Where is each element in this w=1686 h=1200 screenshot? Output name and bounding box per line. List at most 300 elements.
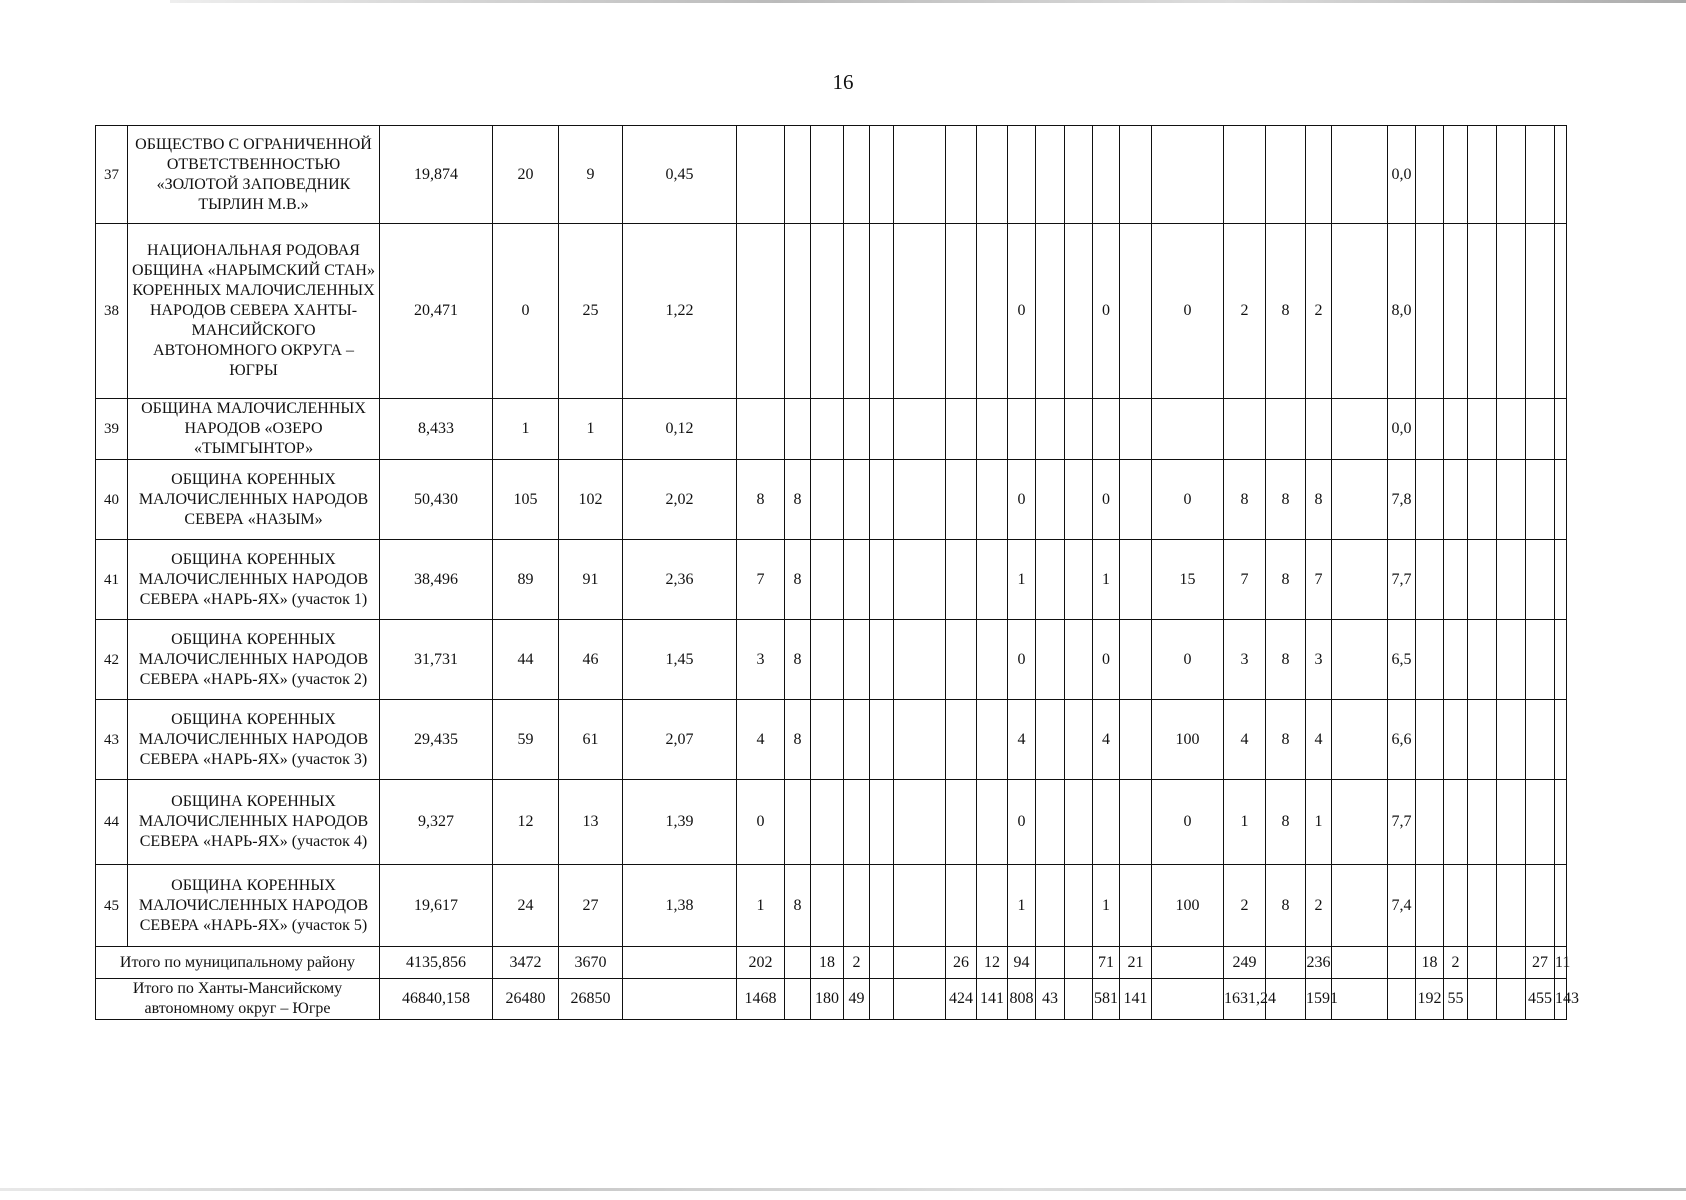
total-cell: 180 bbox=[811, 979, 844, 1020]
table-cell bbox=[1416, 540, 1444, 620]
table-cell bbox=[1526, 780, 1555, 865]
table-cell bbox=[1332, 126, 1388, 224]
organization-name: ОБЩЕСТВО С ОГРАНИЧЕННОЙ ОТВЕТСТВЕННОСТЬЮ «ЗОЛОТОЙ ЗАПОВЕДНИК ТЫРЛИН М.В.» bbox=[128, 126, 380, 224]
table-cell bbox=[894, 780, 946, 865]
table-row bbox=[96, 224, 1567, 399]
table-cell bbox=[1444, 865, 1468, 947]
total-cell: 26850 bbox=[559, 979, 623, 1020]
total-cell: 141 bbox=[977, 979, 1008, 1020]
table-cell: 0 bbox=[1152, 224, 1224, 399]
table-cell: 0,12 bbox=[623, 399, 737, 460]
table-cell bbox=[870, 780, 894, 865]
table-cell bbox=[1065, 620, 1093, 700]
table-cell bbox=[1036, 224, 1065, 399]
table-cell bbox=[1497, 540, 1526, 620]
table-cell: 102 bbox=[559, 460, 623, 540]
total-cell bbox=[623, 947, 737, 979]
table-cell bbox=[1065, 399, 1093, 460]
table-cell: 3 bbox=[1306, 620, 1332, 700]
table-cell bbox=[946, 865, 977, 947]
table-cell: 4 bbox=[737, 700, 785, 780]
table-cell: 0 bbox=[1152, 780, 1224, 865]
total-cell bbox=[1497, 947, 1526, 979]
table-cell bbox=[1555, 460, 1567, 540]
table-cell: 1,22 bbox=[623, 224, 737, 399]
total-cell: 55 bbox=[1444, 979, 1468, 1020]
scan-edge-top bbox=[170, 0, 1686, 3]
table-cell bbox=[894, 700, 946, 780]
table-cell: 8 bbox=[1266, 700, 1306, 780]
table-cell: 1 bbox=[1224, 780, 1266, 865]
total-cell bbox=[870, 979, 894, 1020]
table-cell bbox=[870, 540, 894, 620]
organization-name: ОБЩИНА КОРЕННЫХ МАЛОЧИСЛЕННЫХ НАРОДОВ СЕВЕРА «НАЗЫМ» bbox=[128, 460, 380, 540]
table-cell: 4 bbox=[1306, 700, 1332, 780]
table-cell: 2,07 bbox=[623, 700, 737, 780]
table-cell: 7,7 bbox=[1388, 540, 1416, 620]
table-cell: 1 bbox=[1008, 865, 1036, 947]
total-row bbox=[96, 979, 1567, 1020]
total-cell bbox=[1332, 979, 1388, 1020]
table-row bbox=[96, 460, 1567, 540]
total-cell: 1631,24 bbox=[1224, 979, 1266, 1020]
table-cell bbox=[785, 126, 811, 224]
table-cell bbox=[1468, 460, 1497, 540]
table-cell: 8 bbox=[1266, 865, 1306, 947]
table-cell bbox=[737, 399, 785, 460]
table-cell: 89 bbox=[493, 540, 559, 620]
total-label: Итого по муниципальному району bbox=[96, 947, 380, 979]
table-cell: 8 bbox=[1266, 224, 1306, 399]
table-cell bbox=[977, 540, 1008, 620]
table-cell bbox=[1555, 224, 1567, 399]
table-cell bbox=[946, 780, 977, 865]
total-cell: 26480 bbox=[493, 979, 559, 1020]
table-cell: 100 bbox=[1152, 700, 1224, 780]
table-cell bbox=[811, 780, 844, 865]
table-cell: 2,02 bbox=[623, 460, 737, 540]
table-cell: 4 bbox=[1008, 700, 1036, 780]
table-cell: 8 bbox=[785, 865, 811, 947]
table-cell: 2 bbox=[1306, 865, 1332, 947]
table-cell bbox=[894, 399, 946, 460]
table-cell bbox=[1468, 780, 1497, 865]
table-cell: 9 bbox=[559, 126, 623, 224]
table-cell bbox=[1332, 620, 1388, 700]
organization-name: ОБЩИНА МАЛОЧИСЛЕННЫХ НАРОДОВ «ОЗЕРО «ТЫМГЫНТОР» bbox=[128, 399, 380, 460]
table-cell bbox=[1093, 399, 1120, 460]
table-cell bbox=[1468, 620, 1497, 700]
table-cell bbox=[1444, 126, 1468, 224]
table-cell: 105 bbox=[493, 460, 559, 540]
table-cell: 61 bbox=[559, 700, 623, 780]
table-cell: 0 bbox=[1008, 224, 1036, 399]
table-cell bbox=[894, 620, 946, 700]
table-cell bbox=[870, 224, 894, 399]
table-cell bbox=[1444, 620, 1468, 700]
table-cell bbox=[1526, 126, 1555, 224]
table-cell bbox=[811, 865, 844, 947]
total-cell: 192 bbox=[1416, 979, 1444, 1020]
table-cell bbox=[1468, 540, 1497, 620]
table-row bbox=[96, 620, 1567, 700]
table-cell bbox=[894, 865, 946, 947]
table-cell bbox=[1497, 399, 1526, 460]
table-cell: 0 bbox=[1008, 780, 1036, 865]
table-cell: 4 bbox=[1093, 700, 1120, 780]
total-cell bbox=[1266, 947, 1306, 979]
page-number: 16 bbox=[832, 70, 854, 94]
organization-name: ОБЩИНА КОРЕННЫХ МАЛОЧИСЛЕННЫХ НАРОДОВ СЕВЕРА «НАРЬ-ЯХ» (участок 2) bbox=[128, 620, 380, 700]
table-cell bbox=[1120, 540, 1152, 620]
table-cell bbox=[1555, 865, 1567, 947]
total-cell: 43 bbox=[1036, 979, 1065, 1020]
table-cell: 59 bbox=[493, 700, 559, 780]
table-cell: 8 bbox=[785, 620, 811, 700]
total-cell: 581 bbox=[1093, 979, 1120, 1020]
table-cell bbox=[1555, 780, 1567, 865]
table-row bbox=[96, 865, 1567, 947]
table-cell bbox=[946, 399, 977, 460]
data-table bbox=[95, 125, 1579, 1020]
table-cell bbox=[1306, 126, 1332, 224]
table-cell bbox=[1468, 126, 1497, 224]
table-cell: 0 bbox=[493, 224, 559, 399]
table-row bbox=[96, 700, 1567, 780]
table-cell bbox=[811, 224, 844, 399]
table-cell: 0 bbox=[1093, 620, 1120, 700]
table-cell bbox=[1152, 399, 1224, 460]
table-cell bbox=[870, 620, 894, 700]
table-cell bbox=[894, 126, 946, 224]
total-cell: 12 bbox=[977, 947, 1008, 979]
table-cell bbox=[977, 865, 1008, 947]
table-cell: 8 bbox=[1266, 620, 1306, 700]
table-cell: 2 bbox=[1224, 224, 1266, 399]
table-cell: 6,5 bbox=[1388, 620, 1416, 700]
table-cell bbox=[1468, 399, 1497, 460]
table-cell bbox=[1008, 126, 1036, 224]
total-cell: 2 bbox=[1444, 947, 1468, 979]
table-cell bbox=[844, 540, 870, 620]
row-number: 39 bbox=[96, 399, 128, 460]
total-cell: 424 bbox=[946, 979, 977, 1020]
table-cell: 7 bbox=[1224, 540, 1266, 620]
total-cell: 46840,158 bbox=[380, 979, 493, 1020]
table-cell bbox=[977, 700, 1008, 780]
total-cell bbox=[1388, 947, 1416, 979]
organization-name: ОБЩИНА КОРЕННЫХ МАЛОЧИСЛЕННЫХ НАРОДОВ СЕВЕРА «НАРЬ-ЯХ» (участок 5) bbox=[128, 865, 380, 947]
table-cell: 8 bbox=[785, 540, 811, 620]
table-cell bbox=[737, 126, 785, 224]
table-cell bbox=[977, 780, 1008, 865]
table-cell bbox=[1065, 700, 1093, 780]
table-cell bbox=[1120, 399, 1152, 460]
table-cell bbox=[1036, 780, 1065, 865]
table-cell bbox=[1120, 126, 1152, 224]
total-cell: 94 bbox=[1008, 947, 1036, 979]
table-cell: 0 bbox=[1008, 620, 1036, 700]
table-cell: 1 bbox=[559, 399, 623, 460]
organization-name: ОБЩИНА КОРЕННЫХ МАЛОЧИСЛЕННЫХ НАРОДОВ СЕВЕРА «НАРЬ-ЯХ» (участок 1) bbox=[128, 540, 380, 620]
total-cell bbox=[1388, 979, 1416, 1020]
table-cell bbox=[946, 620, 977, 700]
table-cell bbox=[1093, 780, 1120, 865]
table-cell bbox=[1444, 224, 1468, 399]
table-cell: 8,433 bbox=[380, 399, 493, 460]
row-number: 40 bbox=[96, 460, 128, 540]
table-cell: 24 bbox=[493, 865, 559, 947]
total-cell: 3670 bbox=[559, 947, 623, 979]
total-cell bbox=[1065, 947, 1093, 979]
table-row bbox=[96, 399, 1567, 460]
table-cell: 1 bbox=[1008, 540, 1036, 620]
table-cell: 1 bbox=[493, 399, 559, 460]
row-number: 45 bbox=[96, 865, 128, 947]
total-cell bbox=[623, 979, 737, 1020]
total-cell: 808 bbox=[1008, 979, 1036, 1020]
total-cell bbox=[1152, 947, 1224, 979]
table-cell bbox=[894, 460, 946, 540]
table-cell bbox=[1120, 700, 1152, 780]
table-cell bbox=[811, 399, 844, 460]
table-cell: 9,327 bbox=[380, 780, 493, 865]
table-cell: 1,45 bbox=[623, 620, 737, 700]
total-cell: 141 bbox=[1120, 979, 1152, 1020]
table-cell bbox=[844, 865, 870, 947]
table-cell bbox=[1444, 460, 1468, 540]
table-cell bbox=[1120, 460, 1152, 540]
table-cell bbox=[1444, 399, 1468, 460]
table-row bbox=[96, 540, 1567, 620]
total-cell: 455 bbox=[1526, 979, 1555, 1020]
table-cell bbox=[894, 224, 946, 399]
table-cell bbox=[844, 126, 870, 224]
table-cell bbox=[1468, 865, 1497, 947]
table-cell: 0 bbox=[1152, 460, 1224, 540]
table-cell: 0 bbox=[1093, 460, 1120, 540]
row-number: 41 bbox=[96, 540, 128, 620]
table-cell: 8 bbox=[785, 700, 811, 780]
total-cell: 18 bbox=[811, 947, 844, 979]
table-cell: 2 bbox=[1306, 224, 1332, 399]
table-cell bbox=[785, 224, 811, 399]
table-body bbox=[96, 126, 1579, 1020]
table-cell bbox=[844, 780, 870, 865]
table-cell bbox=[1036, 865, 1065, 947]
table-cell bbox=[1224, 126, 1266, 224]
table-cell bbox=[1555, 399, 1567, 460]
table-cell bbox=[737, 224, 785, 399]
table-cell bbox=[1036, 126, 1065, 224]
table-cell bbox=[1036, 700, 1065, 780]
total-cell bbox=[1152, 979, 1224, 1020]
table-cell: 8 bbox=[737, 460, 785, 540]
table-cell bbox=[844, 399, 870, 460]
table-cell bbox=[1120, 224, 1152, 399]
table-cell bbox=[1416, 224, 1444, 399]
total-cell: 4135,856 bbox=[380, 947, 493, 979]
table-cell bbox=[1093, 126, 1120, 224]
table-cell bbox=[1497, 700, 1526, 780]
table-cell: 4 bbox=[1224, 700, 1266, 780]
table-cell: 0 bbox=[1152, 620, 1224, 700]
table-cell bbox=[1526, 865, 1555, 947]
table-cell bbox=[946, 700, 977, 780]
total-cell bbox=[1497, 979, 1526, 1020]
table-cell bbox=[870, 126, 894, 224]
total-cell: 26 bbox=[946, 947, 977, 979]
table-cell bbox=[977, 224, 1008, 399]
table-cell: 15 bbox=[1152, 540, 1224, 620]
table-cell bbox=[1526, 460, 1555, 540]
total-cell: 18 bbox=[1416, 947, 1444, 979]
total-cell bbox=[894, 979, 946, 1020]
table-cell: 0,0 bbox=[1388, 126, 1416, 224]
table-cell bbox=[870, 865, 894, 947]
table-cell bbox=[1555, 700, 1567, 780]
table-cell: 38,496 bbox=[380, 540, 493, 620]
table-cell bbox=[1444, 540, 1468, 620]
table-cell bbox=[946, 540, 977, 620]
table-cell bbox=[946, 126, 977, 224]
table-cell bbox=[1468, 700, 1497, 780]
table-cell bbox=[1332, 224, 1388, 399]
total-cell bbox=[1065, 979, 1093, 1020]
total-cell: 143 bbox=[1555, 979, 1567, 1020]
table-cell: 0,0 bbox=[1388, 399, 1416, 460]
row-number: 38 bbox=[96, 224, 128, 399]
total-cell bbox=[1468, 979, 1497, 1020]
table-cell bbox=[1224, 399, 1266, 460]
table-cell: 100 bbox=[1152, 865, 1224, 947]
table-cell: 20,471 bbox=[380, 224, 493, 399]
total-cell: 27 bbox=[1526, 947, 1555, 979]
table-cell bbox=[1036, 399, 1065, 460]
total-row bbox=[96, 947, 1567, 979]
table-cell bbox=[844, 224, 870, 399]
table-cell bbox=[1332, 460, 1388, 540]
table-cell bbox=[811, 126, 844, 224]
table-row bbox=[96, 780, 1567, 865]
table-cell bbox=[1497, 224, 1526, 399]
table-cell bbox=[977, 399, 1008, 460]
table-cell bbox=[811, 540, 844, 620]
total-cell bbox=[1468, 947, 1497, 979]
table-cell bbox=[1036, 460, 1065, 540]
total-cell: 1468 bbox=[737, 979, 785, 1020]
table-cell: 7 bbox=[1306, 540, 1332, 620]
table-row bbox=[96, 126, 1567, 224]
table-cell bbox=[1065, 460, 1093, 540]
table-cell: 0,45 bbox=[623, 126, 737, 224]
table-cell bbox=[1266, 126, 1306, 224]
total-cell: 2 bbox=[844, 947, 870, 979]
table-cell bbox=[1497, 126, 1526, 224]
table-cell bbox=[1497, 620, 1526, 700]
table-cell: 3 bbox=[1224, 620, 1266, 700]
row-number: 44 bbox=[96, 780, 128, 865]
total-cell: 49 bbox=[844, 979, 870, 1020]
table-cell bbox=[785, 780, 811, 865]
table-cell bbox=[1444, 780, 1468, 865]
table-cell bbox=[844, 700, 870, 780]
table-cell bbox=[1468, 224, 1497, 399]
table-cell bbox=[1120, 865, 1152, 947]
table-cell: 8 bbox=[785, 460, 811, 540]
table-cell: 31,731 bbox=[380, 620, 493, 700]
total-cell bbox=[785, 979, 811, 1020]
row-number: 42 bbox=[96, 620, 128, 700]
row-number: 43 bbox=[96, 700, 128, 780]
table-cell bbox=[1497, 865, 1526, 947]
table-cell: 7 bbox=[737, 540, 785, 620]
table-cell bbox=[946, 224, 977, 399]
table-cell bbox=[844, 620, 870, 700]
table-cell bbox=[870, 399, 894, 460]
total-cell: 1591 bbox=[1306, 979, 1332, 1020]
table-cell bbox=[1152, 126, 1224, 224]
table-cell bbox=[1332, 540, 1388, 620]
table-cell bbox=[1306, 399, 1332, 460]
table-cell bbox=[1266, 399, 1306, 460]
table-cell bbox=[1332, 780, 1388, 865]
table-cell bbox=[1526, 700, 1555, 780]
table-cell bbox=[1526, 224, 1555, 399]
organization-name: ОБЩИНА КОРЕННЫХ МАЛОЧИСЛЕННЫХ НАРОДОВ СЕВЕРА «НАРЬ-ЯХ» (участок 4) bbox=[128, 780, 380, 865]
table-cell bbox=[1065, 540, 1093, 620]
table-cell bbox=[870, 460, 894, 540]
table-cell: 27 bbox=[559, 865, 623, 947]
table-cell: 1 bbox=[737, 865, 785, 947]
table-cell bbox=[1416, 399, 1444, 460]
table-cell: 0 bbox=[737, 780, 785, 865]
total-cell bbox=[894, 947, 946, 979]
table-cell: 46 bbox=[559, 620, 623, 700]
table-cell: 8 bbox=[1224, 460, 1266, 540]
total-cell: 3472 bbox=[493, 947, 559, 979]
table-cell: 12 bbox=[493, 780, 559, 865]
total-cell bbox=[1332, 947, 1388, 979]
total-cell: 21 bbox=[1120, 947, 1152, 979]
table-cell bbox=[1416, 126, 1444, 224]
table-cell bbox=[870, 700, 894, 780]
table-cell: 50,430 bbox=[380, 460, 493, 540]
table-cell: 1 bbox=[1093, 540, 1120, 620]
table-cell: 3 bbox=[737, 620, 785, 700]
organization-name: НАЦИОНАЛЬНАЯ РОДОВАЯ ОБЩИНА «НАРЫМСКИЙ СТАН» КОРЕННЫХ МАЛОЧИСЛЕННЫХ НАРОДОВ СЕВЕРА ХАНТЫ-МАНСИЙСКОГО АВТОНОМНОГО ОКРУГА – ЮГРЫ bbox=[128, 224, 380, 399]
table-cell bbox=[1065, 224, 1093, 399]
table-cell: 1,39 bbox=[623, 780, 737, 865]
table-cell: 7,4 bbox=[1388, 865, 1416, 947]
total-cell bbox=[1036, 947, 1065, 979]
table-cell: 7,8 bbox=[1388, 460, 1416, 540]
table-cell bbox=[1008, 399, 1036, 460]
table-cell: 13 bbox=[559, 780, 623, 865]
table-cell: 19,617 bbox=[380, 865, 493, 947]
table-cell bbox=[844, 460, 870, 540]
table-cell bbox=[1497, 460, 1526, 540]
table-cell bbox=[977, 460, 1008, 540]
table-cell bbox=[1416, 620, 1444, 700]
table-cell: 29,435 bbox=[380, 700, 493, 780]
table-cell bbox=[977, 126, 1008, 224]
table-cell bbox=[1036, 620, 1065, 700]
table-cell: 1 bbox=[1093, 865, 1120, 947]
table-cell bbox=[1555, 540, 1567, 620]
table-cell bbox=[1526, 620, 1555, 700]
table-cell: 6,6 bbox=[1388, 700, 1416, 780]
